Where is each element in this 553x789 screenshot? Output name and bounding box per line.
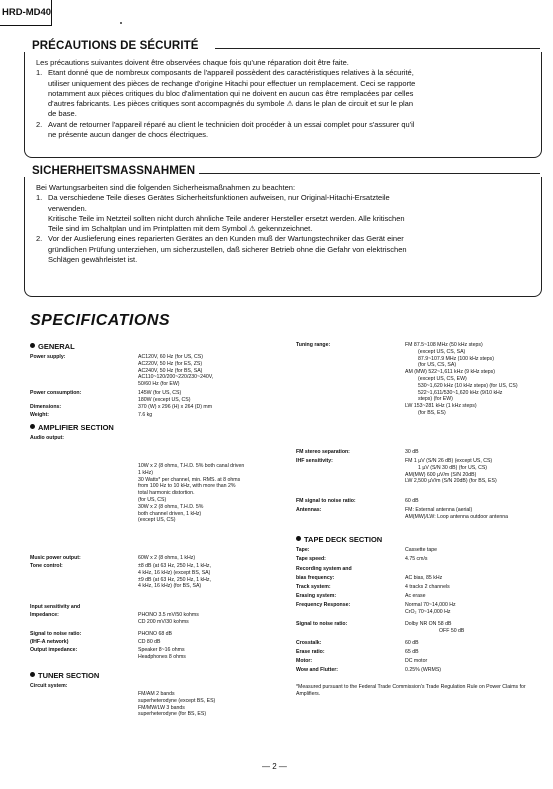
- list-item-number: 2.: [36, 119, 43, 129]
- spec-value-line: AM(MW)/LW: Loop antenna outdoor antenna: [405, 513, 509, 520]
- spec-label: Input sensitivity and: [30, 604, 81, 610]
- spec-value: [138, 612, 199, 626]
- list-line: ne présente aucun danger de chocs électriques.: [48, 130, 209, 140]
- group-title-amplifier: [30, 423, 114, 432]
- spec-value: [138, 647, 186, 661]
- spec-value-line: Dolby NR ON 58 dB: [405, 621, 452, 627]
- footnote: *Measured pursuant to the Federal Trade Commission's Trade Regulation Rule on Power Claims for Amplifiers.: [296, 684, 526, 697]
- list-item: [36, 120, 536, 141]
- spec-value-line: 180W (except US, CS): [138, 396, 191, 403]
- spec-value-line: ±9 dB (at 63 Hz, 250 Hz, 1 kHz,: [138, 576, 211, 583]
- spec-value-line: 60 dB: [405, 640, 419, 646]
- section-list-de: [36, 193, 536, 265]
- spec-label: FM stereo separation:: [296, 449, 350, 455]
- spec-value: [405, 498, 419, 505]
- spec-value-line: AM(MW) 600 µV/m (S/N 20dB): [405, 471, 477, 478]
- section-intro-de: Bei Wartungsarbeiten sind die folgenden Sicherheismaßnahmen zu beachten:: [36, 183, 296, 192]
- spec-value-line: total harmonic distortion.: [138, 490, 195, 497]
- spec-value-line: 60W x 2 (8 ohms, 1 kHz): [138, 555, 196, 561]
- spec-label: Erase ratio:: [296, 649, 325, 655]
- spec-value-line: 30 Watts* per channel, min. RMS. at 8 ohms: [138, 476, 241, 483]
- section-intro-fr: Les précautions suivantes doivent être observées chaque fois qu'une réparation doit être faite.: [36, 58, 349, 67]
- spec-label: Motor:: [296, 658, 313, 664]
- spec-value: [405, 449, 419, 456]
- spec-label: IHF sensitivity:: [296, 458, 333, 464]
- spec-label: Audio output:: [30, 435, 64, 441]
- spec-value-line: Speaker 8~16 ohms: [138, 647, 185, 653]
- spec-value: [405, 547, 437, 554]
- spec-value: [405, 621, 464, 635]
- list-line: Da verschiedene Teile dieses Gerätes Sicherheitsfunktionen aufweisen, nur Original-Hitachi-Ersatzteile: [48, 193, 390, 203]
- spec-label: Erasing system:: [296, 593, 337, 599]
- group-title-text: TAPE DECK SECTION: [304, 535, 383, 544]
- spec-value-line: superheterodyne (except BS, ES): [138, 697, 216, 704]
- spec-value-line: 7.6 kg: [138, 412, 153, 418]
- spec-value: [405, 593, 425, 600]
- list-item: [36, 234, 536, 265]
- spec-value: [405, 556, 428, 563]
- spec-value-line: AM (MW) 522~1,611 kHz (9 kHz steps): [405, 369, 495, 376]
- spec-label: (IHF-A network): [30, 639, 69, 645]
- list-line: gründlichen Prüfung unterziehen, um sicherzustellen, daß sicherer Betrieb ohne die Gefahr von elektrischen: [48, 244, 407, 254]
- spec-value-line: CrO₂ 70~14,000 Hz: [405, 608, 451, 615]
- spec-value: [138, 555, 195, 562]
- spec-value-line: Normal 70~14,000 Hz: [405, 602, 456, 608]
- spec-label: Crosstalk:: [296, 640, 322, 646]
- list-item-number: 1.: [36, 193, 43, 203]
- spec-label: Wow and Flutter:: [296, 667, 338, 673]
- spec-value-line: FM/MW/LW 3 bands: [138, 704, 185, 711]
- spec-value-line: FM/AM 2 bands: [138, 691, 175, 697]
- spec-value-line: LW 2,500 µV/m (S/N 20dB) (for BS, ES): [405, 478, 497, 485]
- group-title-text: GENERAL: [38, 342, 75, 351]
- spec-value-line: 4 kHz, 16 kHz) (except BS, SA): [138, 569, 211, 576]
- spec-value: [138, 563, 211, 590]
- group-title-text: AMPLIFIER SECTION: [38, 423, 114, 432]
- spec-value: [405, 584, 450, 591]
- section-list-fr: [36, 68, 536, 140]
- spec-value: [405, 640, 419, 647]
- spec-value: [138, 691, 215, 718]
- group-title-general: [30, 342, 75, 351]
- spec-value: [138, 404, 212, 411]
- list-line: Teile sind im Schaltplan und im Printplatten mit dem Symbol ⚠ gekennzeichnet.: [48, 224, 313, 234]
- spec-label: Tuning range:: [296, 342, 331, 348]
- page-number: — 2 —: [262, 762, 287, 771]
- spec-value: [405, 658, 427, 665]
- spec-value-line: 1 µV (S/N 30 dB) (for US, CS): [418, 464, 488, 471]
- spec-value-line: AC240V, 50 Hz (for BS, SA): [138, 367, 203, 374]
- spec-label: Power supply:: [30, 354, 66, 360]
- spec-value: [138, 412, 152, 419]
- list-line: verwenden.: [48, 203, 87, 213]
- spec-value-line: (except US, CS, EW): [418, 375, 467, 382]
- list-line: notamment aux pièces critiques du bloc d'alimentation qui ne doivent en aucun cas être remplacées par celles: [48, 88, 414, 98]
- spec-value-line: 60 dB: [405, 498, 419, 504]
- list-item-number: 1.: [36, 68, 43, 78]
- model-number: HRD-MD40: [0, 0, 52, 26]
- bullet-icon: [296, 536, 301, 541]
- spec-label: Impedance:: [30, 612, 59, 618]
- spec-value-line: 0.25% (WRMS): [405, 667, 442, 673]
- list-line: d'autres fabricants. Les pièces critiques sont accompagnés du symbole ⚠ dans le plan de circuit et sur le plan: [48, 99, 414, 109]
- spec-value-line: FM 87.5~108 MHz (50 kHz steps): [405, 342, 483, 348]
- spec-label: Tone control:: [30, 563, 63, 569]
- section-title-fr: [28, 40, 203, 52]
- spec-value: [138, 639, 161, 646]
- spec-value: [138, 463, 244, 524]
- spec-value-line: ±8 dB (at 63 Hz, 250 Hz, 1 kHz,: [138, 563, 211, 569]
- spec-label: Music power output:: [30, 555, 81, 561]
- spec-value-line: LW 153~281 kHz (1 kHz steps): [405, 403, 477, 410]
- spec-value-line: 30W x 2 (8 ohms, T.H.D. 5%: [138, 503, 204, 510]
- list-line: Etant donné que de nombreux composants de l'appareil possèdent des caractéristiques relatives à la sécurité,: [48, 68, 414, 78]
- spec-label: FM signal to noise ratio:: [296, 498, 356, 504]
- spec-value-line: OFF 50 dB: [439, 627, 465, 634]
- spec-value-line: Headphones 8 ohms: [138, 653, 186, 660]
- spec-value: [138, 390, 190, 404]
- spec-label: Output impedance:: [30, 647, 78, 653]
- bullet-icon: [30, 343, 35, 348]
- section-title-de-text: SICHERHEITSMASSNAHMEN: [32, 165, 196, 177]
- section-title-de: [28, 165, 199, 177]
- spec-value-line: 4 kHz, 16 kHz) (for BS, SA): [138, 583, 202, 590]
- spec-value-line: 370 (W) x 296 (H) x 264 (D) mm: [138, 404, 213, 410]
- spec-label: Signal to noise ratio:: [30, 631, 82, 637]
- spec-value-line: FM 1 µV (S/N 26 dB) (except US, CS): [405, 458, 493, 464]
- section-rule-fr: [215, 48, 540, 49]
- spec-value-line: 522~1,611/530~1,620 kHz (9/10 kHz: [418, 389, 503, 396]
- header-dot: [120, 22, 122, 24]
- bullet-icon: [30, 672, 35, 677]
- spec-label: Signal to noise ratio:: [296, 621, 348, 627]
- list-line: Avant de retourner l'appareil réparé au client le technicien doit procéder à un essai complet pour s'assurer qu'il: [48, 119, 415, 129]
- specifications-heading: SPECIFICATIONS: [30, 312, 171, 329]
- bullet-icon: [30, 424, 35, 429]
- spec-value-line: 530~1,620 kHz (10 kHz steps) (for US, CS): [418, 382, 518, 389]
- spec-value-line: steps) (for EW): [418, 396, 453, 403]
- spec-value: [405, 602, 456, 616]
- list-line: Kritische Teile im Netzteil sollten nicht durch ähnliche Teile anderer Hersteller ersetzt werden. Alle kritischen: [48, 213, 405, 223]
- group-title-text: TUNER SECTION: [38, 671, 100, 680]
- spec-value: [138, 631, 172, 638]
- spec-value: [405, 667, 441, 674]
- spec-label: Tape:: [296, 547, 310, 553]
- spec-value-line: CD 80 dB: [138, 639, 161, 645]
- spec-value-line: (for US, CS, SA): [418, 362, 457, 369]
- spec-value-line: AC110~120/200~220/230~240V,: [138, 374, 214, 381]
- list-item: [36, 68, 536, 119]
- list-line: utiliser uniquement des pièces de rechange d'origine Hitachi pour effectuer un remplacement. Ceci se rapporte: [48, 78, 416, 88]
- section-title-fr-text: PRÉCAUTIONS DE SÉCURITÉ: [32, 40, 199, 52]
- list-item: [36, 193, 536, 234]
- spec-label: Frequency Response:: [296, 602, 351, 608]
- spec-value-line: AC220V, 50 Hz (for ES, ZS): [138, 360, 203, 367]
- spec-label: Weight:: [30, 412, 49, 418]
- spec-value-line: from 100 Hz to 10 kHz, with more than 2%: [138, 483, 236, 490]
- spec-value-line: both channel driven, 1 kHz): [138, 510, 202, 517]
- spec-value-line: CD 200 mV/30 kohms: [138, 618, 189, 625]
- spec-value-line: AC bias, 85 kHz: [405, 575, 443, 581]
- spec-value-line: AC120V, 60 Hz (for US, CS): [138, 354, 203, 360]
- section-body-fr: [36, 58, 536, 140]
- spec-label: Recording system and: [296, 566, 352, 572]
- spec-value: [138, 354, 213, 388]
- spec-value-line: (for BS, ES): [418, 409, 446, 416]
- spec-value-line: (for US, CS): [138, 496, 167, 503]
- spec-value-line: Ac erase: [405, 593, 426, 599]
- spec-value: [405, 575, 442, 582]
- spec-value-line: superheterodyne (for BS, ES): [138, 711, 207, 718]
- spec-value-line: FM: External antenna (aerial): [405, 507, 473, 513]
- spec-value-line: (except US, CS, SA): [418, 348, 466, 355]
- spec-value-line: PHONO 3.5 mV/50 kohms: [138, 612, 199, 618]
- spec-value-line: 87.9~107.9 MHz (100 kHz steps): [418, 355, 494, 362]
- list-item-number: 2.: [36, 234, 43, 244]
- group-title-tape-deck: [296, 535, 382, 544]
- section-rule-de: [195, 173, 540, 174]
- spec-label: Power consumption:: [30, 390, 82, 396]
- spec-value: [405, 649, 419, 656]
- spec-value-line: 4.75 cm/s: [405, 556, 428, 562]
- spec-label: Circuit system:: [30, 683, 68, 689]
- spec-value-line: 30 dB: [405, 449, 419, 455]
- list-line: Schlägen gewährleistet ist.: [48, 255, 138, 265]
- spec-value: [405, 458, 497, 485]
- spec-value-line: 50/60 Hz (for EW): [138, 381, 180, 388]
- spec-label: bias frequency:: [296, 575, 335, 581]
- spec-value-line: (except US, CS): [138, 517, 176, 524]
- spec-value-line: DC motor: [405, 658, 428, 664]
- group-title-tuner: [30, 671, 99, 680]
- spec-value-line: 145W (for US, CS): [138, 390, 182, 396]
- spec-label: Antennas:: [296, 507, 322, 513]
- spec-value-line: Cassette tape: [405, 547, 438, 553]
- spec-value-line: 10W x 2 (8 ohms, T.H.D. 5% both canal driven: [138, 463, 245, 469]
- spec-value-line: PHONO 68 dB: [138, 631, 173, 637]
- spec-value: [405, 342, 518, 417]
- spec-value-line: 1 kHz): [138, 469, 153, 476]
- section-body-de: [36, 183, 536, 265]
- spec-label: Tape speed:: [296, 556, 326, 562]
- spec-value-line: 65 dB: [405, 649, 419, 655]
- spec-value: [405, 507, 508, 521]
- list-line: de base.: [48, 109, 77, 119]
- list-line: Vor der Auslieferung eines reparierten Gerätes an den Kunden muß der Wartungstechniker das Gerät einer: [48, 234, 404, 244]
- spec-value-line: 4 tracks 2 channels: [405, 584, 450, 590]
- spec-label: Dimensions:: [30, 404, 62, 410]
- spec-label: Track system:: [296, 584, 331, 590]
